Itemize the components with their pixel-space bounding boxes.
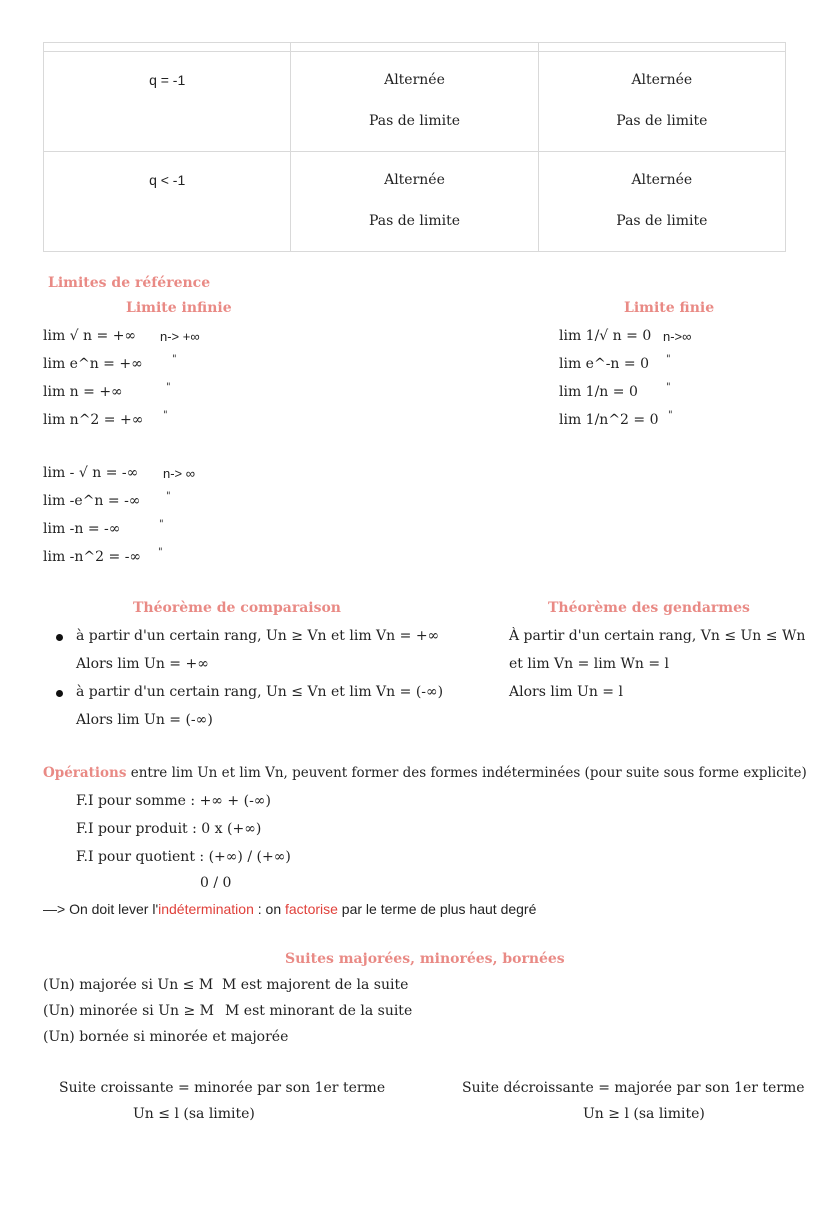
table-cell — [44, 152, 291, 252]
ditto-mark: " — [163, 410, 168, 421]
ditto-mark: " — [166, 382, 171, 393]
fi-quotient: F.I pour quotient : (+∞) / (+∞) — [76, 849, 291, 865]
fi-sum: F.I pour somme : +∞ + (-∞) — [76, 793, 271, 809]
limit-expr: lim e^-n = 0 — [559, 356, 649, 372]
limit-cond: n-> +∞ — [160, 329, 200, 344]
theorem-text: Alors lim Un = l — [509, 684, 623, 700]
table-row — [44, 52, 786, 152]
section-heading: Limites de référence — [48, 275, 211, 291]
table-row — [44, 152, 786, 252]
bounded-text: (Un) minorée si Un ≥ M — [43, 1003, 214, 1019]
limit-expr: lim -n^2 = -∞ — [43, 549, 142, 565]
ditto-mark: " — [666, 354, 671, 365]
table-cell: Alternée Pas de limite — [291, 152, 538, 252]
limit-cond: n->∞ — [663, 329, 692, 344]
limit-expr: lim 1/n = 0 — [559, 384, 638, 400]
table-cell — [44, 52, 291, 152]
theorem-text: Alors lim Un = (-∞) — [76, 712, 213, 728]
theorem-text: Alors lim Un = +∞ — [76, 656, 209, 672]
limit-expr: lim -n = -∞ — [43, 521, 121, 537]
table-row — [44, 43, 786, 52]
monotone-text: Un ≥ l (sa limite) — [583, 1106, 705, 1122]
operations-conclusion: —> On doit lever l'indétermination : on factorise par le terme de plus haut degré — [43, 901, 537, 917]
bullet-icon — [56, 690, 63, 697]
limit-expr: lim e^n = +∞ — [43, 356, 143, 372]
limit-expr: lim √ n = +∞ — [43, 328, 137, 344]
theorem-text: à partir d'un certain rang, Un ≤ Vn et lim Vn = (-∞) — [76, 684, 444, 700]
limit-expr: lim - √ n = -∞ — [43, 465, 139, 481]
table-cell: Alternée Pas de limite — [538, 152, 785, 252]
table-cell: Alternée Pas de limite — [291, 52, 538, 152]
limit-expr: lim -e^n = -∞ — [43, 493, 141, 509]
highlight-indetermination: indétermination — [158, 901, 254, 917]
bounded-text: (Un) bornée si minorée et majorée — [43, 1029, 289, 1045]
q-value: q = -1 — [149, 72, 186, 88]
section-title: Suites majorées, minorées, bornées — [285, 951, 565, 967]
theorem-text: et lim Vn = lim Wn = l — [509, 656, 669, 672]
monotone-text: Un ≤ l (sa limite) — [133, 1106, 255, 1122]
limit-cond: n-> ∞ — [163, 466, 196, 481]
ditto-mark: " — [172, 354, 177, 365]
bullet-icon — [56, 634, 63, 641]
limit-expr: lim n = +∞ — [43, 384, 123, 400]
monotone-text: Suite décroissante = majorée par son 1er terme — [462, 1080, 805, 1096]
ditto-mark: " — [668, 410, 673, 421]
ditto-mark: " — [166, 491, 171, 502]
monotone-text: Suite croissante = minorée par son 1er terme — [59, 1080, 386, 1096]
limit-expr: lim 1/√ n = 0 — [559, 328, 652, 344]
theorem-title: Théorème des gendarmes — [548, 600, 750, 616]
fi-product: F.I pour produit : 0 x (+∞) — [76, 821, 262, 837]
q-value: q < -1 — [149, 172, 186, 188]
limit-expr: lim 1/n^2 = 0 — [559, 412, 659, 428]
ditto-mark: " — [158, 547, 163, 558]
theorem-text: à partir d'un certain rang, Un ≥ Vn et lim Vn = +∞ — [76, 628, 440, 644]
theorem-text: À partir d'un certain rang, Vn ≤ Un ≤ Wn — [509, 628, 806, 644]
highlight-factorise: factorise — [285, 901, 338, 917]
limit-expr: lim n^2 = +∞ — [43, 412, 144, 428]
bounded-text: (Un) majorée si Un ≤ M — [43, 977, 214, 993]
subsection-title: Limite infinie — [126, 300, 232, 316]
geometric-limit-table — [43, 42, 786, 252]
theorem-title: Théorème de comparaison — [133, 600, 341, 616]
subsection-title: Limite finie — [624, 300, 715, 316]
bounded-text: M est minorant de la suite — [225, 1003, 413, 1019]
operations-keyword: Opérations — [43, 765, 127, 781]
fi-quotient-zero: 0 / 0 — [200, 875, 232, 891]
ditto-mark: " — [666, 382, 671, 393]
operations-paragraph: Opérations entre lim Un et lim Vn, peuvent former des formes indéterminées (pour suite sous forme explicite) — [43, 765, 807, 781]
ditto-mark: " — [159, 519, 164, 530]
bounded-text: M est majorent de la suite — [222, 977, 409, 993]
table-cell: Alternée Pas de limite — [538, 52, 785, 152]
